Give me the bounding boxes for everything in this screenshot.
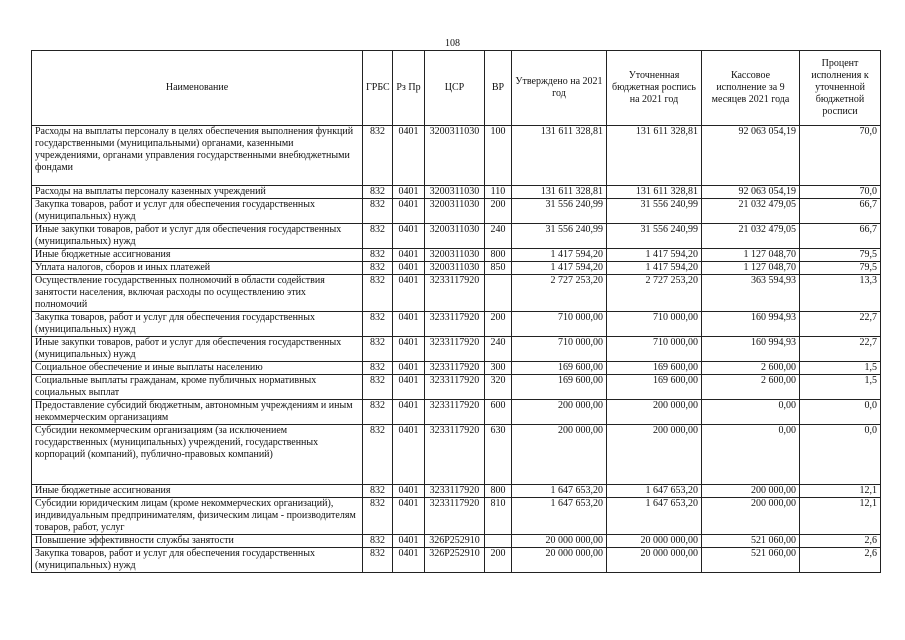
cell-name: Социальное обеспечение и иные выплаты населению [32,362,363,375]
cell-csr: 3200311030 [425,224,485,249]
cell-name: Иные бюджетные ассигнования [32,485,363,498]
cell-percent: 1,5 [800,375,881,400]
cell-rzpr: 0401 [393,262,425,275]
table-row [32,262,881,275]
cell-approved: 169 600,00 [512,362,607,375]
table-row [32,498,881,535]
cell-csr: 3200311030 [425,249,485,262]
cell-cash: 21 032 479,05 [702,199,800,224]
cell-rzpr: 0401 [393,400,425,425]
cell-csr: 326P252910 [425,548,485,573]
table-row [32,425,881,485]
cell-approved: 131 611 328,81 [512,126,607,186]
header-cash: Кассовое исполнение за 9 месяцев 2021 года [702,51,800,126]
cell-vr: 800 [485,249,512,262]
cell-cash: 160 994,93 [702,312,800,337]
cell-percent: 70,0 [800,126,881,186]
cell-name: Расходы на выплаты персоналу в целях обеспечения выполнения функций государственными (муниципальными) органами, казенными учреждениями, органами управления государственными внебюджетными фондами [32,126,363,186]
table-header-row [32,51,881,126]
cell-grbs: 832 [363,249,393,262]
header-grbs: ГРБС [363,51,393,126]
cell-percent: 79,5 [800,262,881,275]
cell-refined: 2 727 253,20 [607,275,702,312]
cell-refined: 31 556 240,99 [607,199,702,224]
cell-vr: 240 [485,337,512,362]
cell-name: Повышение эффективности службы занятости [32,535,363,548]
cell-rzpr: 0401 [393,485,425,498]
cell-csr: 3233117920 [425,312,485,337]
cell-rzpr: 0401 [393,337,425,362]
cell-percent: 22,7 [800,312,881,337]
cell-grbs: 832 [363,186,393,199]
cell-vr: 200 [485,548,512,573]
cell-cash: 1 127 048,70 [702,262,800,275]
cell-percent: 13,3 [800,275,881,312]
cell-approved: 200 000,00 [512,425,607,485]
cell-vr: 630 [485,425,512,485]
header-vr: ВР [485,51,512,126]
cell-csr: 3233117920 [425,375,485,400]
cell-refined: 131 611 328,81 [607,126,702,186]
header-approved: Утверждено на 2021 год [512,51,607,126]
cell-rzpr: 0401 [393,186,425,199]
cell-approved: 131 611 328,81 [512,186,607,199]
cell-name: Закупка товаров, работ и услуг для обеспечения государственных (муниципальных) нужд [32,199,363,224]
cell-rzpr: 0401 [393,535,425,548]
cell-name: Закупка товаров, работ и услуг для обеспечения государственных (муниципальных) нужд [32,548,363,573]
header-rzpr: Рз Пр [393,51,425,126]
table-row [32,186,881,199]
cell-grbs: 832 [363,375,393,400]
cell-csr: 3233117920 [425,485,485,498]
cell-grbs: 832 [363,400,393,425]
cell-refined: 1 417 594,20 [607,262,702,275]
cell-name: Предоставление субсидий бюджетным, автономным учреждениям и иным некоммерческим организациям [32,400,363,425]
table-row [32,312,881,337]
cell-cash: 521 060,00 [702,548,800,573]
cell-approved: 2 727 253,20 [512,275,607,312]
cell-refined: 710 000,00 [607,312,702,337]
table-row [32,375,881,400]
cell-csr: 3200311030 [425,199,485,224]
cell-name: Уплата налогов, сборов и иных платежей [32,262,363,275]
cell-cash: 160 994,93 [702,337,800,362]
cell-refined: 1 647 653,20 [607,498,702,535]
cell-name: Субсидии юридическим лицам (кроме некоммерческих организаций), индивидуальным предпринимателям, физическим лицам - производителям товаров, работ, услуг [32,498,363,535]
table-row [32,126,881,186]
cell-approved: 169 600,00 [512,375,607,400]
cell-grbs: 832 [363,498,393,535]
cell-cash: 1 127 048,70 [702,249,800,262]
budget-table [31,50,881,573]
cell-cash: 0,00 [702,425,800,485]
header-csr: ЦСР [425,51,485,126]
cell-cash: 200 000,00 [702,498,800,535]
cell-rzpr: 0401 [393,249,425,262]
cell-approved: 1 417 594,20 [512,262,607,275]
cell-csr: 3233117920 [425,362,485,375]
cell-name: Субсидии некоммерческим организациям (за исключением государственных (муниципальных) учреждений, государственных корпораций (компаний), публично-правовых компаний) [32,425,363,485]
cell-rzpr: 0401 [393,425,425,485]
cell-percent: 66,7 [800,199,881,224]
cell-vr: 810 [485,498,512,535]
cell-cash: 21 032 479,05 [702,224,800,249]
cell-cash: 363 594,93 [702,275,800,312]
cell-refined: 20 000 000,00 [607,548,702,573]
cell-csr: 3200311030 [425,126,485,186]
cell-vr: 300 [485,362,512,375]
table-row [32,224,881,249]
cell-grbs: 832 [363,362,393,375]
cell-percent: 1,5 [800,362,881,375]
cell-percent: 0,0 [800,400,881,425]
cell-csr: 3200311030 [425,262,485,275]
cell-rzpr: 0401 [393,126,425,186]
cell-percent: 0,0 [800,425,881,485]
table-row [32,249,881,262]
cell-grbs: 832 [363,262,393,275]
cell-refined: 1 417 594,20 [607,249,702,262]
cell-name: Расходы на выплаты персоналу казенных учреждений [32,186,363,199]
cell-percent: 22,7 [800,337,881,362]
cell-refined: 169 600,00 [607,362,702,375]
cell-grbs: 832 [363,535,393,548]
header-refined: Уточненная бюджетная роспись на 2021 год [607,51,702,126]
cell-vr: 800 [485,485,512,498]
cell-csr: 326P252910 [425,535,485,548]
table-row [32,485,881,498]
cell-approved: 31 556 240,99 [512,224,607,249]
cell-approved: 1 647 653,20 [512,498,607,535]
cell-rzpr: 0401 [393,548,425,573]
cell-grbs: 832 [363,425,393,485]
cell-csr: 3233117920 [425,275,485,312]
page-number: 108 [445,38,460,49]
cell-vr: 200 [485,199,512,224]
cell-grbs: 832 [363,126,393,186]
table-row [32,275,881,312]
header-name: Наименование [32,51,363,126]
cell-grbs: 832 [363,337,393,362]
cell-vr [485,535,512,548]
cell-cash: 200 000,00 [702,485,800,498]
cell-refined: 20 000 000,00 [607,535,702,548]
cell-csr: 3200311030 [425,186,485,199]
cell-name: Иные бюджетные ассигнования [32,249,363,262]
cell-percent: 70,0 [800,186,881,199]
cell-vr: 320 [485,375,512,400]
cell-refined: 169 600,00 [607,375,702,400]
cell-csr: 3233117920 [425,337,485,362]
cell-vr: 110 [485,186,512,199]
cell-rzpr: 0401 [393,275,425,312]
cell-refined: 131 611 328,81 [607,186,702,199]
cell-name: Социальные выплаты гражданам, кроме публичных нормативных социальных выплат [32,375,363,400]
cell-rzpr: 0401 [393,224,425,249]
cell-vr [485,275,512,312]
cell-name: Иные закупки товаров, работ и услуг для обеспечения государственных (муниципальных) нужд [32,337,363,362]
cell-name: Иные закупки товаров, работ и услуг для обеспечения государственных (муниципальных) нужд [32,224,363,249]
cell-vr: 240 [485,224,512,249]
cell-percent: 2,6 [800,548,881,573]
cell-name: Закупка товаров, работ и услуг для обеспечения государственных (муниципальных) нужд [32,312,363,337]
cell-approved: 20 000 000,00 [512,548,607,573]
cell-refined: 31 556 240,99 [607,224,702,249]
cell-rzpr: 0401 [393,498,425,535]
cell-vr: 100 [485,126,512,186]
cell-name: Осуществление государственных полномочий в области содействия занятости населения, включая расходы по осуществлению этих полномочий [32,275,363,312]
cell-approved: 1 647 653,20 [512,485,607,498]
cell-cash: 2 600,00 [702,362,800,375]
table-row [32,400,881,425]
table-row [32,199,881,224]
cell-rzpr: 0401 [393,312,425,337]
cell-refined: 200 000,00 [607,425,702,485]
cell-percent: 2,6 [800,535,881,548]
cell-grbs: 832 [363,485,393,498]
cell-csr: 3233117920 [425,425,485,485]
cell-vr: 600 [485,400,512,425]
cell-approved: 20 000 000,00 [512,535,607,548]
table-body [32,126,881,573]
cell-approved: 710 000,00 [512,337,607,362]
cell-refined: 1 647 653,20 [607,485,702,498]
table-row [32,548,881,573]
cell-rzpr: 0401 [393,199,425,224]
cell-cash: 2 600,00 [702,375,800,400]
cell-percent: 66,7 [800,224,881,249]
header-percent: Процент исполнения к уточненной бюджетной росписи [800,51,881,126]
cell-csr: 3233117920 [425,400,485,425]
cell-rzpr: 0401 [393,375,425,400]
cell-grbs: 832 [363,199,393,224]
cell-vr: 200 [485,312,512,337]
cell-grbs: 832 [363,312,393,337]
cell-approved: 31 556 240,99 [512,199,607,224]
cell-cash: 92 063 054,19 [702,126,800,186]
cell-percent: 79,5 [800,249,881,262]
cell-cash: 521 060,00 [702,535,800,548]
cell-csr: 3233117920 [425,498,485,535]
table-row [32,337,881,362]
cell-approved: 200 000,00 [512,400,607,425]
cell-refined: 710 000,00 [607,337,702,362]
cell-rzpr: 0401 [393,362,425,375]
cell-percent: 12,1 [800,485,881,498]
cell-grbs: 832 [363,275,393,312]
cell-cash: 0,00 [702,400,800,425]
cell-refined: 200 000,00 [607,400,702,425]
table-row [32,362,881,375]
cell-grbs: 832 [363,548,393,573]
cell-grbs: 832 [363,224,393,249]
cell-percent: 12,1 [800,498,881,535]
cell-vr: 850 [485,262,512,275]
cell-cash: 92 063 054,19 [702,186,800,199]
table-row [32,535,881,548]
cell-approved: 1 417 594,20 [512,249,607,262]
cell-approved: 710 000,00 [512,312,607,337]
